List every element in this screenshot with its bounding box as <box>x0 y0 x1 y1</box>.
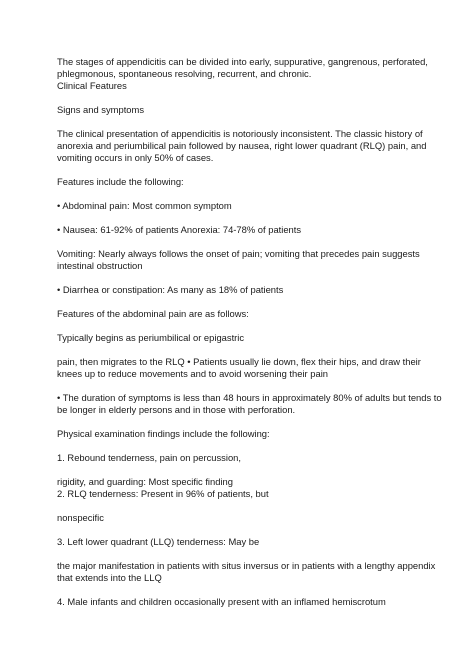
text-line: Features of the abdominal pain are as follows: <box>57 308 249 319</box>
text-line: be longer in elderly persons and in those with perforation. <box>57 404 296 415</box>
text-line: Vomiting: Nearly always follows the onset of pain; vomiting that precedes pain suggests <box>57 248 420 259</box>
text-line: pain, then migrates to the RLQ • Patients usually lie down, flex their hips, and draw their <box>57 356 421 367</box>
text-line: rigidity, and guarding: Most specific finding <box>57 476 233 487</box>
list-item: 4. Male infants and children occasionally present with an inflamed hemiscrotum <box>57 596 386 607</box>
list-item: • Nausea: 61-92% of patients Anorexia: 74-78% of patients <box>57 224 302 235</box>
list-item: • Diarrhea or constipation: As many as 18% of patients <box>57 284 284 295</box>
text-line: the major manifestation in patients with situs inversus or in patients with a lengthy appendix <box>57 560 436 571</box>
text-line: intestinal obstruction <box>57 260 143 271</box>
text-line: The clinical presentation of appendicitis is notoriously inconsistent. The classic history of <box>57 128 423 139</box>
list-item: 2. RLQ tenderness: Present in 96% of patients, but <box>57 488 269 499</box>
text-line: anorexia and periumbilical pain followed by nausea, right lower quadrant (RLQ) pain, and <box>57 140 427 151</box>
text-line: Physical examination findings include the following: <box>57 428 270 439</box>
text-line: that extends into the LLQ <box>57 572 162 583</box>
list-item: • Abdominal pain: Most common symptom <box>57 200 232 211</box>
text-line: nonspecific <box>57 512 104 523</box>
text-line: The stages of appendicitis can be divided into early, suppurative, gangrenous, perforated, <box>57 56 428 67</box>
text-line: Features include the following: <box>57 176 184 187</box>
list-item: 3. Left lower quadrant (LLQ) tenderness: May be <box>57 536 260 547</box>
list-item: • The duration of symptoms is less than 48 hours in approximately 80% of adults but tends to <box>57 392 442 403</box>
list-item: 1. Rebound tenderness, pain on percussion, <box>57 452 241 463</box>
section-heading: Signs and symptoms <box>57 104 145 115</box>
text-line: Typically begins as periumbilical or epigastric <box>57 332 245 343</box>
text-line: vomiting occurs in only 50% of cases. <box>57 152 214 163</box>
text-line: phlegmonous, spontaneous resolving, recurrent, and chronic. <box>57 68 312 79</box>
section-heading: Clinical Features <box>57 80 127 91</box>
text-line: knees up to reduce movements and to avoid worsening their pain <box>57 368 328 379</box>
